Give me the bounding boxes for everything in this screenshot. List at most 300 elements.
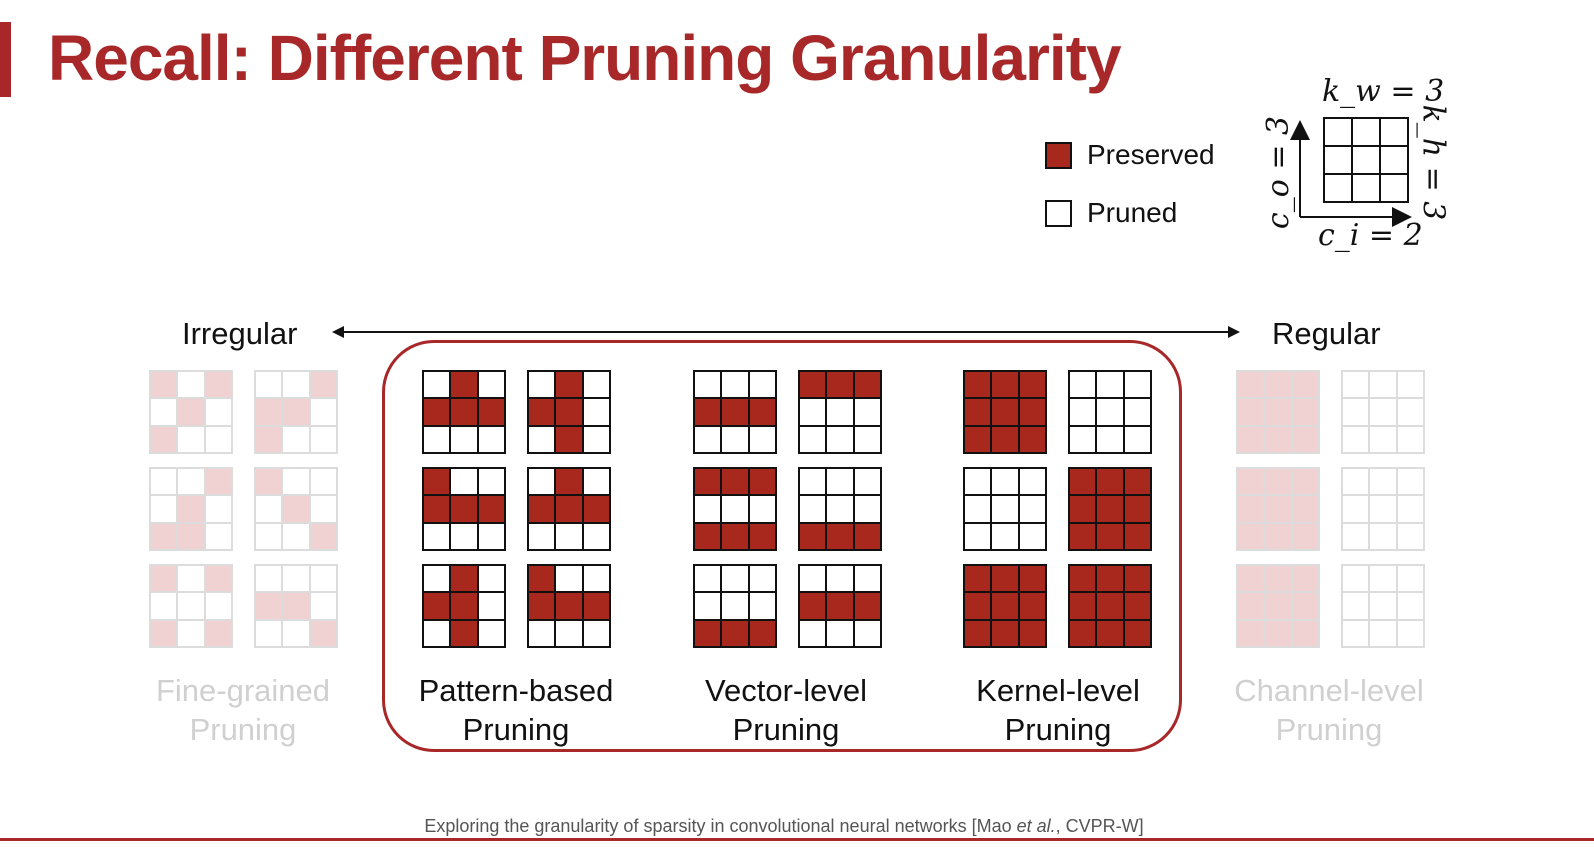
preserved-cell — [178, 524, 203, 549]
preserved-cell — [1265, 399, 1290, 424]
group-caption — [123, 671, 363, 749]
preserved-cell — [1265, 496, 1290, 521]
preserved-cell — [800, 372, 825, 397]
preserved-cell — [479, 399, 504, 424]
pruned-cell — [584, 427, 609, 452]
preserved-cell — [1020, 566, 1045, 591]
pruned-cell — [206, 399, 231, 424]
pruned-cell — [855, 399, 880, 424]
pruned-cell — [556, 621, 581, 646]
preserved-cell — [424, 469, 449, 494]
kernel-grid — [1236, 564, 1320, 648]
preserved-cell — [311, 372, 336, 397]
pruned-cell — [1125, 427, 1150, 452]
pruned-cell — [311, 496, 336, 521]
preserved-cell — [1265, 427, 1290, 452]
preserved-cell — [1070, 524, 1095, 549]
preserved-cell — [479, 496, 504, 521]
preserved-cell — [750, 621, 775, 646]
pruned-cell — [750, 566, 775, 591]
pruned-cell — [451, 524, 476, 549]
preserved-cell — [827, 524, 852, 549]
preserved-cell — [151, 372, 176, 397]
co-label: c_o = 3 — [1261, 115, 1297, 230]
preserved-cell — [256, 399, 281, 424]
preserved-cell — [283, 593, 308, 618]
pruned-cell — [695, 566, 720, 591]
kernel-grid — [1341, 564, 1425, 648]
pruned-cell — [722, 496, 747, 521]
preserved-cell — [695, 469, 720, 494]
pruned-cell — [283, 372, 308, 397]
kernel-grid — [693, 564, 777, 648]
preserved-cell — [1020, 621, 1045, 646]
kernel-grid — [1341, 467, 1425, 551]
caption-line1: Vector-level — [705, 673, 867, 708]
pruned-cell — [479, 524, 504, 549]
preserved-cell — [151, 621, 176, 646]
preserved-cell — [151, 427, 176, 452]
preserved-cell — [529, 496, 554, 521]
pruned-cell — [800, 621, 825, 646]
kernel-grid — [254, 370, 338, 454]
pruned-cell — [256, 496, 281, 521]
pruned-cell — [855, 566, 880, 591]
preserved-cell — [424, 496, 449, 521]
pruned-cell — [283, 524, 308, 549]
pruned-cell — [584, 399, 609, 424]
pruned-cell — [1370, 496, 1395, 521]
pruned-cell — [424, 566, 449, 591]
group-caption — [938, 671, 1178, 749]
pruned-cell — [1398, 427, 1423, 452]
pruned-cell — [992, 469, 1017, 494]
preserved-cell — [556, 399, 581, 424]
pruned-cell — [206, 427, 231, 452]
pruned-cell — [178, 593, 203, 618]
preserved-cell — [965, 593, 990, 618]
pruned-cell — [1070, 427, 1095, 452]
preserved-cell — [965, 566, 990, 591]
preserved-cell — [827, 372, 852, 397]
preserved-cell — [695, 399, 720, 424]
preserved-cell — [424, 399, 449, 424]
preserved-cell — [992, 593, 1017, 618]
kernel-grid-icon — [1324, 118, 1408, 202]
preserved-cell — [1238, 469, 1263, 494]
pruned-cell — [206, 496, 231, 521]
pruned-cell — [311, 399, 336, 424]
preserved-cell — [1293, 496, 1318, 521]
kernel-grid — [1068, 467, 1152, 551]
pruned-cell — [800, 427, 825, 452]
preserved-cell — [992, 399, 1017, 424]
preserved-cell — [1020, 372, 1045, 397]
pruned-cell — [1370, 469, 1395, 494]
caption-line1: Fine-grained — [155, 673, 331, 708]
pruned-cell — [855, 427, 880, 452]
pruned-cell — [1097, 427, 1122, 452]
caption-line2: Pruning — [1004, 712, 1112, 747]
preserved-cell — [311, 621, 336, 646]
kernel-grid — [1236, 370, 1320, 454]
preserved-cell — [1020, 399, 1045, 424]
preserved-cell — [1125, 566, 1150, 591]
pruned-cell — [855, 496, 880, 521]
citation: Exploring the granularity of sparsity in convolutional neural networks [Mao et al., CVPR-W] — [424, 816, 1144, 836]
pruned-cell — [1097, 399, 1122, 424]
pruned-cell — [750, 496, 775, 521]
preserved-cell — [1238, 496, 1263, 521]
preserved-cell — [178, 496, 203, 521]
pruned-cell — [283, 469, 308, 494]
pruned-cell — [424, 524, 449, 549]
pruned-cell — [965, 496, 990, 521]
pruned-cell — [151, 593, 176, 618]
pruned-cell — [722, 427, 747, 452]
preserved-cell — [283, 496, 308, 521]
pruned-cell — [722, 566, 747, 591]
pruned-cell — [1125, 372, 1150, 397]
pruned-cell — [695, 593, 720, 618]
pruned-cell — [1070, 372, 1095, 397]
preserved-cell — [1293, 469, 1318, 494]
preserved-cell — [1125, 593, 1150, 618]
preserved-cell — [1293, 566, 1318, 591]
pruned-cell — [1370, 621, 1395, 646]
preserved-cell — [1293, 593, 1318, 618]
kernel-grid — [254, 467, 338, 551]
preserved-cell — [1293, 621, 1318, 646]
pruned-cell — [722, 593, 747, 618]
pruned-cell — [529, 469, 554, 494]
pruned-cell — [827, 399, 852, 424]
pruned-cell — [556, 566, 581, 591]
legend-pruned — [1045, 197, 1177, 229]
group-caption — [396, 671, 636, 749]
pruned-cell — [529, 427, 554, 452]
pruned-cell — [1097, 372, 1122, 397]
preserved-cell — [1238, 621, 1263, 646]
preserved-cell — [855, 372, 880, 397]
pruned-cell — [1343, 593, 1368, 618]
footer-rule — [0, 838, 1594, 841]
preserved-cell — [256, 427, 281, 452]
pruned-cell — [584, 621, 609, 646]
caption-line2: Pruning — [1275, 712, 1383, 747]
pruned-cell — [992, 524, 1017, 549]
pruned-cell — [800, 496, 825, 521]
pruned-cell — [1343, 427, 1368, 452]
pruned-cell — [800, 566, 825, 591]
kernel-grid — [1236, 467, 1320, 551]
irregular-label: Irregular — [182, 316, 298, 351]
kernel-grid — [422, 467, 506, 551]
pruned-cell — [1343, 496, 1368, 521]
pruned-cell — [1398, 621, 1423, 646]
preserved-cell — [1070, 566, 1095, 591]
pruned-cell — [827, 427, 852, 452]
pruned-cell — [424, 621, 449, 646]
preserved-cell — [965, 621, 990, 646]
preserved-cell — [750, 399, 775, 424]
title-accent-bar — [0, 22, 11, 97]
kernel-grid — [527, 370, 611, 454]
pruned-cell — [178, 621, 203, 646]
pruned-cell — [750, 593, 775, 618]
preserved-cell — [1238, 372, 1263, 397]
preserved-cell — [800, 593, 825, 618]
pruned-cell — [750, 372, 775, 397]
pruned-cell — [311, 566, 336, 591]
pruned-cell — [556, 524, 581, 549]
preserved-cell — [451, 399, 476, 424]
preserved-cell — [1097, 496, 1122, 521]
preserved-cell — [206, 372, 231, 397]
pruned-cell — [178, 469, 203, 494]
preserved-cell — [1265, 621, 1290, 646]
preserved-cell — [256, 593, 281, 618]
preserved-cell — [695, 524, 720, 549]
pruned-cell — [479, 621, 504, 646]
preserved-cell — [1265, 469, 1290, 494]
preserved-cell — [827, 593, 852, 618]
preserved-cell — [1070, 496, 1095, 521]
legend-preserved-label: Preserved — [1087, 139, 1215, 170]
pruned-cell — [1020, 469, 1045, 494]
pruned-cell — [1020, 496, 1045, 521]
preserved-cell — [1265, 524, 1290, 549]
pruned-cell — [1370, 524, 1395, 549]
pruned-cell — [451, 427, 476, 452]
preserved-cell — [1238, 566, 1263, 591]
preserved-cell — [965, 427, 990, 452]
preserved-cell — [1097, 593, 1122, 618]
preserved-cell — [1293, 427, 1318, 452]
preserved-cell — [311, 524, 336, 549]
preserved-cell — [151, 566, 176, 591]
pruned-cell — [479, 566, 504, 591]
pruned-cell — [584, 566, 609, 591]
kw-label: k_w = 3 — [1322, 74, 1445, 109]
pruned-cell — [1020, 524, 1045, 549]
preserved-cell — [1097, 566, 1122, 591]
page-title: Recall: Different Pruning Granularity — [48, 22, 1121, 94]
preserved-cell — [1265, 372, 1290, 397]
pruned-cell — [827, 621, 852, 646]
preserved-cell — [451, 593, 476, 618]
caption-line2: Pruning — [462, 712, 570, 747]
pruned-cell — [584, 372, 609, 397]
pruned-cell — [178, 427, 203, 452]
preserved-cell — [1070, 593, 1095, 618]
pruned-cell — [451, 469, 476, 494]
pruned-cell — [206, 593, 231, 618]
preserved-cell — [556, 496, 581, 521]
preserved-cell — [424, 593, 449, 618]
axes-diagram — [1290, 110, 1430, 230]
pruned-cell — [800, 469, 825, 494]
preserved-cell — [1097, 469, 1122, 494]
preserved-cell — [722, 621, 747, 646]
preserved-cell — [1293, 399, 1318, 424]
pruned-cell — [256, 621, 281, 646]
preserved-cell — [722, 469, 747, 494]
kernel-grid — [422, 370, 506, 454]
preserved-cell — [206, 469, 231, 494]
kernel-grid — [149, 467, 233, 551]
preserved-cell — [992, 372, 1017, 397]
preserved-cell — [584, 593, 609, 618]
pruned-cell — [256, 372, 281, 397]
pruned-cell — [800, 399, 825, 424]
pruned-cell — [1370, 593, 1395, 618]
pruned-cell — [283, 566, 308, 591]
pruned-cell — [424, 372, 449, 397]
pruned-cell — [855, 469, 880, 494]
pruned-cell — [750, 427, 775, 452]
pruned-cell — [1370, 399, 1395, 424]
preserved-cell — [1125, 621, 1150, 646]
preserved-cell — [722, 399, 747, 424]
pruned-cell — [311, 427, 336, 452]
pruned-cell — [479, 427, 504, 452]
preserved-cell — [556, 372, 581, 397]
pruned-cell — [529, 621, 554, 646]
preserved-cell — [1097, 524, 1122, 549]
pruned-cell — [1125, 399, 1150, 424]
pruned-cell — [695, 372, 720, 397]
preserved-cell — [556, 427, 581, 452]
caption-line1: Pattern-based — [418, 673, 614, 708]
pruned-cell — [178, 566, 203, 591]
kernel-grid — [149, 370, 233, 454]
preserved-cell — [584, 496, 609, 521]
pruned-swatch-icon — [1045, 200, 1072, 227]
pruned-cell — [1343, 469, 1368, 494]
group-caption — [666, 671, 906, 749]
preserved-cell — [855, 524, 880, 549]
kernel-grid — [693, 467, 777, 551]
preserved-cell — [1293, 372, 1318, 397]
pruned-cell — [1370, 427, 1395, 452]
caption-line1: Channel-level — [1234, 673, 1424, 708]
pruned-cell — [1398, 593, 1423, 618]
kh-label: k_h = 3 — [1415, 104, 1451, 221]
pruned-cell — [695, 496, 720, 521]
preserved-cell — [1238, 399, 1263, 424]
pruned-cell — [695, 427, 720, 452]
preserved-cell — [1070, 621, 1095, 646]
pruned-cell — [1343, 372, 1368, 397]
pruned-cell — [311, 593, 336, 618]
preserved-cell — [1125, 524, 1150, 549]
pruned-cell — [1398, 469, 1423, 494]
pruned-cell — [283, 427, 308, 452]
kernel-grid — [149, 564, 233, 648]
pruned-cell — [1070, 399, 1095, 424]
pruned-cell — [855, 621, 880, 646]
pruned-cell — [529, 372, 554, 397]
pruned-cell — [1398, 399, 1423, 424]
caption-line2: Pruning — [732, 712, 840, 747]
caption-line2: Pruning — [189, 712, 297, 747]
kernel-grid — [963, 467, 1047, 551]
preserved-cell — [992, 566, 1017, 591]
preserved-cell — [451, 566, 476, 591]
group-caption — [1209, 671, 1449, 749]
pruned-cell — [151, 469, 176, 494]
preserved-cell — [451, 621, 476, 646]
kernel-grid — [1068, 564, 1152, 648]
pruned-cell — [1398, 496, 1423, 521]
regular-label: Regular — [1272, 316, 1381, 351]
pruned-cell — [479, 372, 504, 397]
kernel-grid — [963, 564, 1047, 648]
pruned-cell — [1343, 621, 1368, 646]
kernel-grid — [254, 564, 338, 648]
kernel-grid — [798, 370, 882, 454]
pruned-cell — [827, 496, 852, 521]
pruned-cell — [529, 524, 554, 549]
kernel-grid — [422, 564, 506, 648]
preserved-cell — [965, 372, 990, 397]
preserved-cell — [256, 469, 281, 494]
pruned-cell — [965, 524, 990, 549]
pruned-cell — [1398, 566, 1423, 591]
pruned-cell — [283, 621, 308, 646]
preserved-cell — [206, 621, 231, 646]
preserved-cell — [151, 524, 176, 549]
preserved-cell — [965, 399, 990, 424]
pruned-cell — [256, 566, 281, 591]
preserved-cell — [800, 524, 825, 549]
kernel-grid — [527, 564, 611, 648]
pruned-cell — [827, 469, 852, 494]
preserved-cell — [1070, 469, 1095, 494]
preserved-cell — [1125, 496, 1150, 521]
preserved-cell — [1125, 469, 1150, 494]
preserved-cell — [722, 524, 747, 549]
preserved-cell — [695, 621, 720, 646]
preserved-cell — [1020, 593, 1045, 618]
pruned-cell — [584, 524, 609, 549]
pruned-cell — [965, 469, 990, 494]
caption-line1: Kernel-level — [976, 673, 1140, 708]
preserved-cell — [750, 469, 775, 494]
legend-preserved — [1045, 139, 1215, 171]
preserved-cell — [529, 593, 554, 618]
pruned-cell — [424, 427, 449, 452]
pruned-cell — [1370, 566, 1395, 591]
kernel-grid — [527, 467, 611, 551]
preserved-cell — [556, 593, 581, 618]
pruned-cell — [1398, 524, 1423, 549]
preserved-cell — [1020, 427, 1045, 452]
preserved-cell — [556, 469, 581, 494]
legend-pruned-label: Pruned — [1087, 197, 1178, 228]
preserved-cell — [1238, 593, 1263, 618]
preserved-cell — [529, 566, 554, 591]
preserved-cell — [1265, 566, 1290, 591]
pruned-cell — [722, 372, 747, 397]
pruned-cell — [1343, 566, 1368, 591]
preserved-cell — [1238, 427, 1263, 452]
pruned-cell — [151, 496, 176, 521]
pruned-cell — [479, 593, 504, 618]
kernel-grid — [693, 370, 777, 454]
kernel-grid — [963, 370, 1047, 454]
